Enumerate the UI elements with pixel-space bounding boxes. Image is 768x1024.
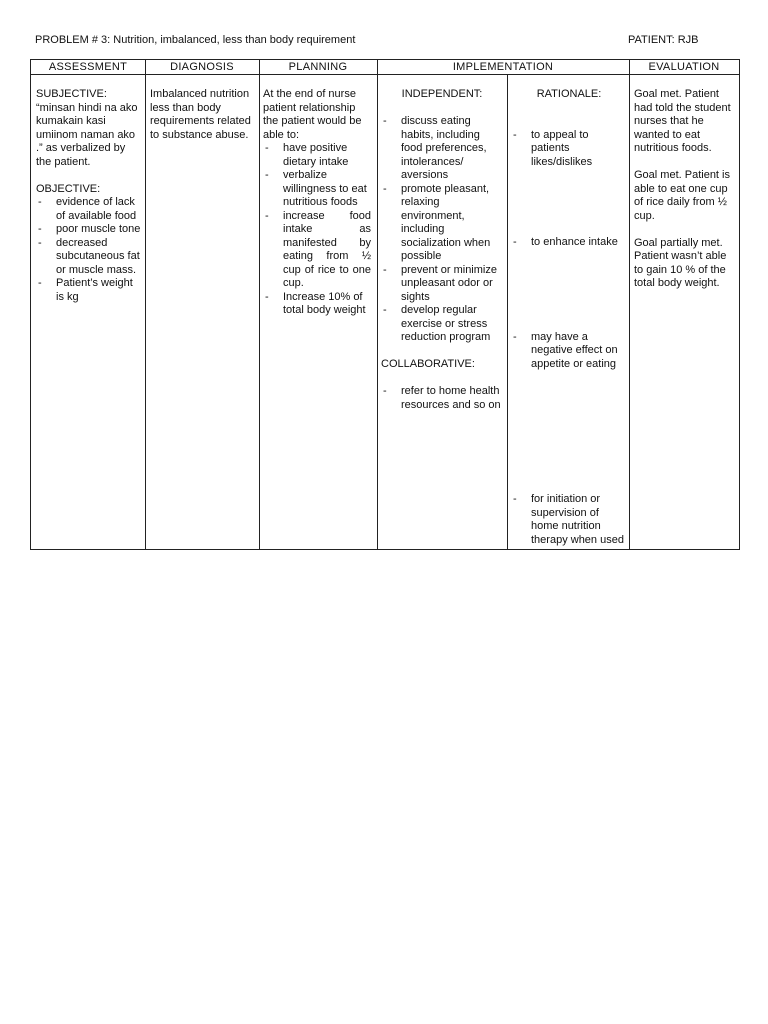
column-divider <box>377 60 378 549</box>
collaborative-label: COLLABORATIVE: <box>381 358 475 370</box>
list-item: - to enhance intake <box>511 236 627 250</box>
list-item: - to appeal to patients likes/dislikes <box>511 129 627 170</box>
column-divider <box>145 60 146 549</box>
list-item: - have positive dietary intake <box>263 142 371 169</box>
column-header-diagnosis: DIAGNOSIS <box>145 60 259 75</box>
collaborative-list <box>381 385 503 412</box>
implementation-cell <box>381 88 503 468</box>
nursing-care-plan-table <box>30 59 740 550</box>
page-header <box>35 34 735 50</box>
list-item: - promote pleasant, relaxing environment, including socialization when possible <box>381 183 503 264</box>
list-item: - for initiation or supervision of home nutrition therapy when used <box>511 493 627 547</box>
evaluation-cell <box>634 88 738 291</box>
list-item: - develop regular exercise or stress reduction program <box>381 304 503 345</box>
planning-cell <box>263 88 371 318</box>
list-item: - Patient’s weight is kg <box>36 277 143 304</box>
assessment-cell <box>36 88 143 304</box>
column-header-planning: PLANNING <box>259 60 377 75</box>
evaluation-item: Goal met. Patient had told the student nurses that he wanted to eat nutritious foods. <box>634 88 731 154</box>
list-item: - evidence of lack of available food <box>36 196 143 223</box>
list-item: - prevent or minimize unpleasant odor or sights <box>381 264 503 305</box>
column-divider <box>629 60 630 549</box>
column-divider <box>259 60 260 549</box>
problem-title: PROBLEM # 3: Nutrition, imbalanced, less than body requirement <box>35 34 356 46</box>
list-item: - refer to home health resources and so on <box>381 385 503 412</box>
rationale-cell <box>511 88 627 546</box>
objective-list <box>36 196 143 304</box>
list-item: - may have a negative effect on appetite or eating <box>511 331 627 372</box>
diagnosis-text: Imbalanced nutrition less than body requirements related to substance abuse. <box>150 88 251 141</box>
objective-label: OBJECTIVE: <box>36 182 101 195</box>
planning-intro: At the end of nurse patient relationship the patient would be able to: <box>263 88 362 141</box>
column-divider <box>507 75 508 549</box>
independent-label: INDEPENDENT: <box>401 88 483 100</box>
evaluation-item: Goal met. Patient is able to eat one cup of rice daily from ½ cup. <box>634 169 730 222</box>
column-header-implementation: IMPLEMENTATION <box>377 60 629 75</box>
list-item: - poor muscle tone <box>36 223 143 237</box>
list-item: - decreased subcutaneous fat or muscle mass. <box>36 237 143 278</box>
patient-label: PATIENT: RJB <box>628 34 699 46</box>
evaluation-item: Goal partially met. Patient wasn’t able to gain 10 % of the total body weight. <box>634 236 727 289</box>
list-item: - increase food intake as manifested by eating from ½ cup of rice to one cup. <box>263 210 371 291</box>
list-item: - Increase 10% of total body weight <box>263 291 371 318</box>
diagnosis-cell <box>150 88 254 142</box>
rationale-label: RATIONALE: <box>536 88 602 100</box>
column-header-assessment: ASSESSMENT <box>31 60 145 75</box>
subjective-label: SUBJECTIVE: <box>36 88 107 100</box>
column-header-evaluation: EVALUATION <box>629 60 739 75</box>
list-item: - discuss eating habits, including food preferences, intolerances/ aversions <box>381 115 503 183</box>
independent-list <box>381 115 503 345</box>
subjective-text: “minsan hindi na ako kumakain kasi umiinom naman ako .” as verbalized by the patient. <box>36 101 138 168</box>
rationale-list <box>511 102 627 546</box>
planning-goals-list <box>263 142 371 318</box>
list-item: - verbalize willingness to eat nutritious foods <box>263 169 371 210</box>
